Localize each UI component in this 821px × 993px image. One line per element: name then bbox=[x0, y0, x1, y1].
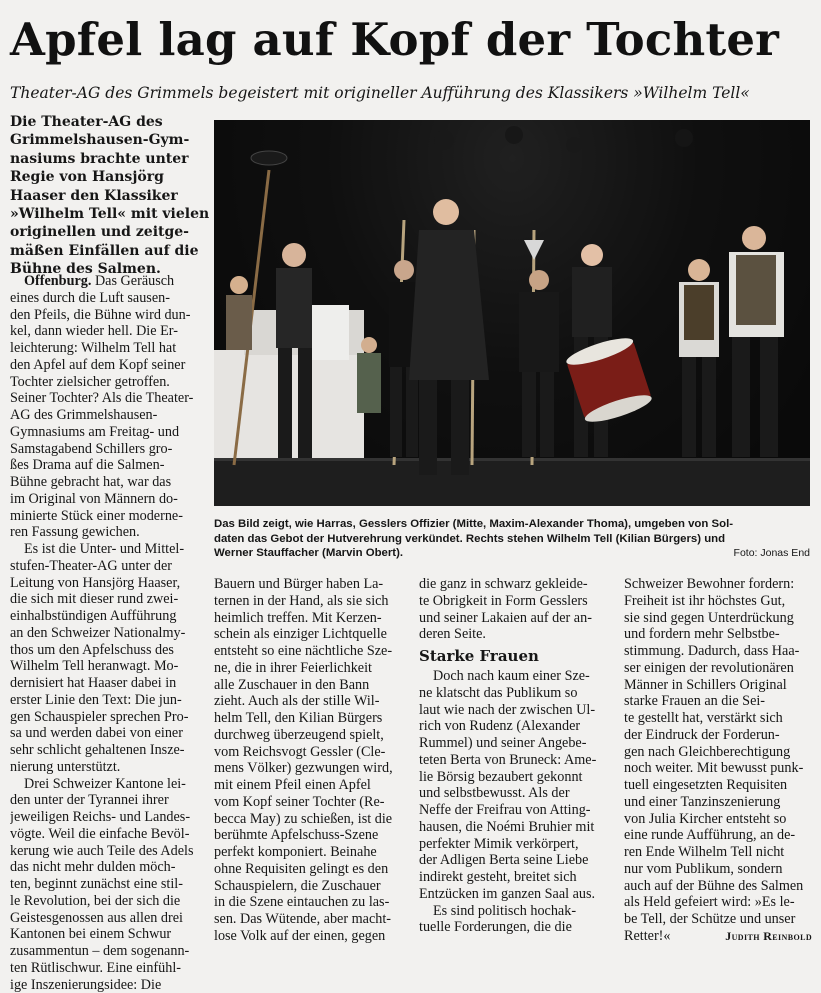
column3_bottom-line: Entzücken im ganzen Saal aus. bbox=[419, 886, 613, 903]
subheadline: Theater-AG des Grimmels begeistert mit origineller Aufführung des Klassikers »Wilhelm Tell« bbox=[10, 82, 810, 104]
column4-line: und einer Tanzinszenierung bbox=[624, 794, 812, 811]
column1-line: die sich mit dieser rund zwei- bbox=[10, 591, 206, 608]
column1-line: Es ist die Unter- und Mittel- bbox=[10, 541, 206, 558]
column1-line: das nicht mehr dulden möch- bbox=[10, 859, 206, 876]
column2-line: ternen in der Hand, als sie sich bbox=[214, 593, 408, 610]
column1-line: ten Rütlischwur. Eine einfühl- bbox=[10, 960, 206, 977]
column2-line: heimlich treffen. Mit Kerzen- bbox=[214, 610, 408, 627]
column1-line: kel, dann wieder hell. Die Er- bbox=[10, 323, 206, 340]
column3_top-line: deren Seite. bbox=[419, 626, 613, 643]
column1-line: leichterung: Wilhelm Tell hat bbox=[10, 340, 206, 357]
column4-line: te gestellt hat, verstärkt sich bbox=[624, 710, 812, 727]
column1-line: Bühne gebracht hat, war das bbox=[10, 474, 206, 491]
column2-line: Bauern und Bürger haben La- bbox=[214, 576, 408, 593]
column1-line: dernisiert hat Haaser dabei in bbox=[10, 675, 206, 692]
column1-line: ren Fassung gewichen. bbox=[10, 524, 206, 541]
lead_lines-line: mäßen Einfällen auf die bbox=[10, 242, 206, 260]
column4-line: Retter!« Judith Reinbold bbox=[624, 928, 812, 945]
lead-paragraph bbox=[10, 113, 206, 279]
column1-line: vögte. Weil die einfache Bevöl- bbox=[10, 826, 206, 843]
column3_top-line: und seiner Lakaien auf der an- bbox=[419, 610, 613, 627]
column1-line: nierung unterstützt. bbox=[10, 759, 206, 776]
lead_lines-line: originellen und zeitge- bbox=[10, 223, 206, 241]
article-column-3 bbox=[419, 576, 613, 936]
column2-line: ne, die in ihrer Feierlichkeit bbox=[214, 660, 408, 677]
column1-line: le Revolution, bei der sich die bbox=[10, 893, 206, 910]
lead_lines-line: nasiums brachte unter bbox=[10, 150, 206, 168]
photo-credit: Foto: Jonas End bbox=[734, 546, 810, 560]
column1-line: den unter der Tyrannei ihrer bbox=[10, 792, 206, 809]
column1-line: AG des Grimmelshausen- bbox=[10, 407, 206, 424]
article-column-4 bbox=[624, 576, 812, 945]
column1-line: Leitung von Hansjörg Haaser, bbox=[10, 575, 206, 592]
column4-line: starke Frauen an die Sei- bbox=[624, 693, 812, 710]
column2-line: helm Tell, den Kilian Bürgers bbox=[214, 710, 408, 727]
dateline: Offenburg. bbox=[24, 273, 91, 289]
column1-line: ten, beginnt zunächst eine stil- bbox=[10, 876, 206, 893]
column4-line: der Eindruck der Forderun- bbox=[624, 727, 812, 744]
column3_bottom-line: Rummel) und seiner Angebe- bbox=[419, 735, 613, 752]
column2-line: becca May) zu schießen, ist die bbox=[214, 811, 408, 828]
column3_bottom-line: Doch nach kaum einer Sze- bbox=[419, 668, 613, 685]
column4-line: gen nach Gleichberechtigung bbox=[624, 744, 812, 761]
column2-line: vom Kopf seiner Tochter (Re- bbox=[214, 794, 408, 811]
column3_bottom-line: lie Börsig bezaubert gekonnt bbox=[419, 769, 613, 786]
column3_bottom-line: tuelle Forderungen, die die bbox=[419, 919, 613, 936]
column3_bottom-line: perfekter Mimik verkörpert, bbox=[419, 836, 613, 853]
column3_top-line: te Obrigkeit in Form Gesslers bbox=[419, 593, 613, 610]
caption_lines-line: Das Bild zeigt, wie Harras, Gesslers Offizier (Mitte, Maxim-Alexander Thoma), umgeben von Sol- bbox=[214, 517, 810, 532]
column4-line: tuell eingesetzten Requisiten bbox=[624, 777, 812, 794]
column1-line: im Original von Männern do- bbox=[10, 491, 206, 508]
column2-line: entsteht so eine nächtliche Sze- bbox=[214, 643, 408, 660]
column4-line: Männer in Schillers Original bbox=[624, 677, 812, 694]
column4-line: stimmung. Dadurch, dass Haa- bbox=[624, 643, 812, 660]
column4-line: Schweizer Bewohner fordern: bbox=[624, 576, 812, 593]
column4-line: Freiheit ist ihr höchstes Gut, bbox=[624, 593, 812, 610]
lead_lines-line: Bühne des Salmen. bbox=[10, 260, 206, 278]
column1-line: Das Geräusch bbox=[91, 273, 174, 289]
column4-line: noch weiter. Mit bewusst punk- bbox=[624, 760, 812, 777]
column2-line: ohne Requisiten gelingt es den bbox=[214, 861, 408, 878]
column4-line: nur vom Publikum, sondern bbox=[624, 861, 812, 878]
column2-line: berühmte Apfelschuss-Szene bbox=[214, 827, 408, 844]
column1-line: Seiner Tochter? Als die Theater- bbox=[10, 390, 206, 407]
column3_bottom-line: rich von Rudenz (Alexander bbox=[419, 718, 613, 735]
article-column-2 bbox=[214, 576, 408, 945]
author-byline: Judith Reinbold bbox=[725, 928, 812, 945]
column4-line: von Julia Kircher entsteht so bbox=[624, 811, 812, 828]
column4-line: sie sind gegen Unterdrückung bbox=[624, 610, 812, 627]
column3_bottom-line: teten Berta von Bruneck: Ame- bbox=[419, 752, 613, 769]
column1-line: erster Linie den Text: Die jun- bbox=[10, 692, 206, 709]
column2-line: lose Volk auf der einen, gegen bbox=[214, 928, 408, 945]
column4-line: und fordern mehr Selbstbe- bbox=[624, 626, 812, 643]
column2-line: vom Reichsvogt Gessler (Cle- bbox=[214, 744, 408, 761]
caption_lines-line: daten das Gebot der Hutverehrung verkündet. Rechts stehen Wilhelm Tell (Kilian Bürgers) und bbox=[214, 532, 810, 547]
column3_bottom-line: Neffe der Freifrau von Atting- bbox=[419, 802, 613, 819]
lead_lines-line: Grimmelshausen-Gym- bbox=[10, 131, 206, 149]
photo-caption bbox=[214, 517, 810, 561]
column1-line: sa und werden dabei von einer bbox=[10, 725, 206, 742]
lead_lines-line: Die Theater-AG des bbox=[10, 113, 206, 131]
column1-line: an den Schweizer Nationalmy- bbox=[10, 625, 206, 642]
column4-line: als Held gefeiert wird: »Es le- bbox=[624, 894, 812, 911]
column1-line: ige Inszenierungsidee: Die bbox=[10, 977, 206, 993]
column3_bottom-line: indirekt gesteht, breitet sich bbox=[419, 869, 613, 886]
column1-line: einhalbstündigen Aufführung bbox=[10, 608, 206, 625]
column3_bottom-line: laut wie nach der zwischen Ul- bbox=[419, 702, 613, 719]
column4-line: eine runde Aufführung, an de- bbox=[624, 827, 812, 844]
column1-line: thos um den Apfelschuss des bbox=[10, 642, 206, 659]
column1-line: Wilhelm Tell heranwagt. Mo- bbox=[10, 658, 206, 675]
column1-line: Geistesgenossen aus allen drei bbox=[10, 910, 206, 927]
column1-line: Drei Schweizer Kantone lei- bbox=[10, 776, 206, 793]
column4-line: ser einigen der revolutionären bbox=[624, 660, 812, 677]
column3_bottom-line: der Adligen Berta seine Liebe bbox=[419, 852, 613, 869]
column1-line: kerung wie auch Teile des Adels bbox=[10, 843, 206, 860]
column4-line: auch auf der Bühne des Salmen bbox=[624, 878, 812, 895]
column4-line: be Tell, der Schütze und unser bbox=[624, 911, 812, 928]
column4-line: ren Ende Wilhelm Tell nicht bbox=[624, 844, 812, 861]
column1-line: zusammentun – dem sogenann- bbox=[10, 943, 206, 960]
column1-line: Samstagabend Schillers gro- bbox=[10, 441, 206, 458]
stage-photo-illustration bbox=[214, 120, 810, 506]
stage-photo bbox=[214, 120, 810, 506]
column2-line: mit einem Pfeil einen Apfel bbox=[214, 777, 408, 794]
column3_bottom-line: und selbstbewusst. Als der bbox=[419, 785, 613, 802]
column1-line: Kantonen bei einem Schwur bbox=[10, 926, 206, 943]
dateline-line bbox=[10, 273, 206, 290]
lead_lines-line: »Wilhelm Tell« mit vielen bbox=[10, 205, 206, 223]
column2-line: alle Zuschauer in den Bann bbox=[214, 677, 408, 694]
article-column-1 bbox=[10, 273, 206, 993]
column2-line: zieht. Auch als der stille Wil- bbox=[214, 693, 408, 710]
column3_top-line: die ganz in schwarz gekleide- bbox=[419, 576, 613, 593]
column3_bottom-line: ne klatscht das Publikum so bbox=[419, 685, 613, 702]
column3_bottom-line: hausen, die Noémi Bruhier mit bbox=[419, 819, 613, 836]
column1-line: sehr schlicht gehaltenen Insze- bbox=[10, 742, 206, 759]
column1-line: stufen-Theater-AG unter der bbox=[10, 558, 206, 575]
lead_lines-line: Regie von Hansjörg bbox=[10, 168, 206, 186]
column1-line: Tochter zielsicher getroffen. bbox=[10, 374, 206, 391]
column1-line: jeweiligen Reichs- und Landes- bbox=[10, 809, 206, 826]
column2-line: in die Szene eintauchen zu las- bbox=[214, 894, 408, 911]
column1-line: Gymnasiums am Freitag- und bbox=[10, 424, 206, 441]
column1-line: den Apfel auf dem Kopf seiner bbox=[10, 357, 206, 374]
column2-line: perfekt komponiert. Beinahe bbox=[214, 844, 408, 861]
column1-line: minierte Stück einer moderne- bbox=[10, 508, 206, 525]
lead_lines-line: Haaser den Klassiker bbox=[10, 187, 206, 205]
column2-line: schein als einziger Lichtquelle bbox=[214, 626, 408, 643]
column2-line: sen. Das Wütende, aber macht- bbox=[214, 911, 408, 928]
section-heading: Starke Frauen bbox=[419, 645, 613, 667]
column2-line: mens Völker) gezwungen wird, bbox=[214, 760, 408, 777]
headline: Apfel lag auf Kopf der Tochter bbox=[10, 12, 810, 68]
caption_lines-line: Werner Stauffacher (Marvin Obert). bbox=[214, 546, 810, 561]
column1-line: ßes Drama auf die Salmen- bbox=[10, 457, 206, 474]
column2-line: Schauspielern, die Zuschauer bbox=[214, 878, 408, 895]
column3_bottom-line: Es sind politisch hochak- bbox=[419, 903, 613, 920]
column1-line: den Pfeils, die Bühne wird dun- bbox=[10, 307, 206, 324]
column1-line: eines durch die Luft sausen- bbox=[10, 290, 206, 307]
column1-line: gen Schauspieler sprechen Pro- bbox=[10, 709, 206, 726]
column2-line: durchweg überzeugend spielt, bbox=[214, 727, 408, 744]
